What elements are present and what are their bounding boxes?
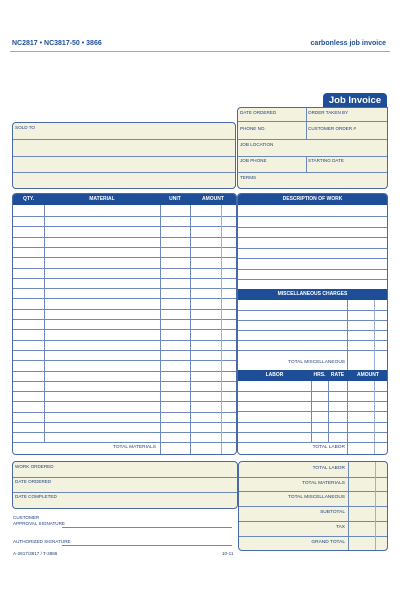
form-title: Job Invoice (323, 93, 387, 108)
material-row-line (13, 319, 236, 320)
sold-to-block[interactable] (12, 122, 236, 189)
material-row-line (13, 371, 236, 372)
terms-label: TERMS (240, 175, 257, 180)
summary-row-line (239, 506, 387, 507)
summary-row-line (239, 477, 387, 478)
date-ordered-label: DATE ORDERED (240, 110, 277, 115)
material-row-line (13, 350, 236, 351)
material-row-line (13, 298, 236, 299)
description-row-line (238, 248, 387, 249)
misc-row-line (238, 320, 387, 321)
summary-tax-label: TAX (336, 524, 345, 530)
work-ordered-block[interactable] (12, 461, 238, 509)
labor-row-line (238, 411, 387, 412)
total-misc-label: TOTAL MISCELLANEOUS (288, 360, 345, 365)
material-row-line (13, 412, 236, 413)
col-material: MATERIAL (89, 196, 115, 202)
description-row-line (238, 227, 387, 228)
job-phone-label: JOB PHONE (240, 158, 267, 163)
col-labor-amount: AMOUNT (357, 372, 379, 378)
misc-row-line (238, 350, 387, 351)
work-ordered-label: WORK ORDERED (15, 464, 54, 469)
material-row-line (13, 360, 236, 361)
col-qty: QTY. (22, 196, 35, 202)
summary-grand-total-label: GRAND TOTAL (311, 539, 345, 545)
misc-row-line (238, 310, 387, 311)
labor-row-line (238, 391, 387, 392)
col-amount: AMOUNT (202, 196, 224, 202)
order-taken-by-label: ORDER TAKEN BY (308, 110, 349, 115)
customer-order-label: CUSTOMER ORDER # (308, 126, 356, 131)
authorized-sig-label: AUTHORIZED SIGNATURE (13, 539, 71, 544)
sold-to-label: SOLD TO (15, 125, 35, 130)
materials-header (13, 194, 236, 205)
summary-subtotal-label: SUBTOTAL (320, 510, 345, 516)
misc-row-line (238, 330, 387, 331)
material-row-line (13, 288, 236, 289)
labor-row-line (238, 432, 387, 433)
description-row-line (238, 237, 387, 238)
labor-header (238, 370, 387, 381)
labor-row-line (238, 401, 387, 402)
customer-signature-line[interactable] (62, 527, 232, 528)
material-row-line (13, 432, 236, 433)
material-row-line (13, 309, 236, 310)
product-name: carbonless job invoice (310, 40, 386, 47)
material-row-line (13, 381, 236, 382)
authorized-signature-line[interactable] (62, 545, 232, 546)
form-codes: NC2817 • NC3817-50 • 3866 (12, 40, 102, 47)
header-divider (10, 51, 390, 52)
material-row-line (13, 268, 236, 269)
description-row-line (238, 216, 387, 217)
material-row-line (13, 329, 236, 330)
misc-charges-header (238, 289, 387, 300)
material-row-line (13, 278, 236, 279)
order-info-block (237, 107, 388, 189)
summary-row-line (239, 536, 387, 537)
right-work-panel[interactable] (237, 193, 388, 455)
description-header-label: DESCRIPTION OF WORK (282, 196, 343, 202)
description-row-line (238, 269, 387, 270)
material-row-line (13, 340, 236, 341)
description-row-line (238, 279, 387, 280)
summary-totals-block[interactable] (238, 461, 388, 551)
material-row-line (13, 391, 236, 392)
customer-sig-label-2: APPROVAL SIGNATURE (13, 521, 65, 526)
material-row-line (13, 422, 236, 423)
summary-total-materials-label: TOTAL MATERIALS (301, 480, 345, 486)
summary-row-line (239, 521, 387, 522)
bottom-date-ordered-label: DATE ORDERED (15, 479, 52, 484)
misc-charges-header-label: MISCELLANEOUS CHARGES (277, 291, 348, 297)
customer-sig-label-1: CUSTOMER (13, 515, 40, 520)
total-materials-label: TOTAL MATERIALS (112, 445, 156, 450)
footer-right-code: 10-11 (222, 551, 234, 556)
total-labor-label: TOTAL LABOR (312, 445, 345, 450)
phone-no-label: PHONE NO. (240, 126, 266, 131)
material-row-line (13, 237, 236, 238)
material-row-line (13, 401, 236, 402)
summary-total-labor-label: TOTAL LABOR (312, 466, 345, 471)
footer-left-code: A-2817/3817 / T-3866 (13, 551, 58, 556)
material-row-line (13, 226, 236, 227)
misc-row-line (238, 340, 387, 341)
material-row-line (13, 216, 236, 217)
material-row-line (13, 257, 236, 258)
starting-date-label: STARTING DATE (308, 158, 344, 163)
date-completed-label: DATE COMPLETED (15, 494, 57, 499)
material-row-line (13, 247, 236, 248)
description-header (238, 194, 387, 205)
summary-total-miscellaneous-label: TOTAL MISCELLANEOUS (288, 495, 345, 501)
description-row-line (238, 258, 387, 259)
col-unit: UNIT (169, 196, 181, 202)
job-location-label: JOB LOCATION (240, 142, 274, 147)
col-labor: LABOR (265, 372, 284, 378)
labor-row-line (238, 422, 387, 423)
col-rate: RATE (330, 372, 345, 378)
materials-table[interactable] (12, 193, 237, 455)
col-hrs: HRS. (313, 372, 326, 378)
summary-row-line (239, 491, 387, 492)
